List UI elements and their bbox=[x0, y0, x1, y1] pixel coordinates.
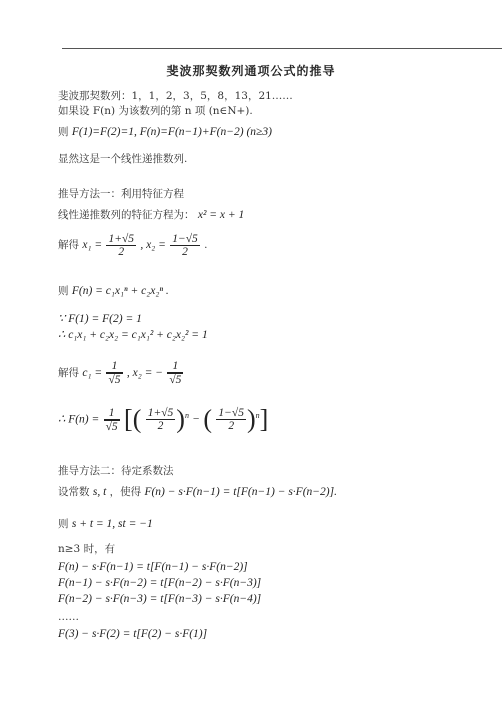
method2-setup bbox=[58, 485, 337, 499]
roots-period: . bbox=[204, 239, 208, 251]
final-coefficient bbox=[104, 407, 120, 433]
recurrence-prefix: 则 bbox=[58, 126, 69, 138]
c2-numerator: 1 bbox=[167, 360, 183, 373]
general-prefix: 则 bbox=[58, 285, 69, 297]
x1-numerator: 1+√5 bbox=[108, 232, 135, 245]
coefficients-line bbox=[58, 358, 184, 388]
recurrence-eq-last: F(3) − s·F(2) = t[F(2) − s·F(1)] bbox=[58, 628, 208, 640]
initial-condition: ∵ F(1) = F(2) = 1 bbox=[58, 313, 142, 325]
final-term-a bbox=[146, 407, 176, 432]
char-equation-text: 线性递推数列的特征方程为： bbox=[58, 209, 195, 221]
final-term-b bbox=[216, 407, 246, 432]
method2-heading: 推导方法二：待定系数法 bbox=[58, 465, 174, 477]
setup-text2: ，使得 bbox=[109, 486, 142, 498]
c1-label: c₁ = bbox=[82, 367, 103, 379]
method1-heading: 推导方法一：利用特征方程 bbox=[58, 188, 184, 200]
c2-label: , x₂ = − bbox=[126, 367, 163, 379]
final-a-exponent: n bbox=[184, 411, 189, 420]
x2-numerator: 1−√5 bbox=[172, 232, 198, 245]
c2-fraction bbox=[167, 360, 183, 386]
recurrence-ellipsis: …… bbox=[58, 611, 79, 623]
final-prefix: ∴ F(n) = bbox=[58, 413, 100, 426]
x1-fraction bbox=[106, 233, 136, 258]
c2-denominator: √5 bbox=[169, 374, 182, 386]
then-text: 则 bbox=[58, 518, 69, 530]
final-b-exponent: n bbox=[255, 411, 260, 420]
recurrence-eq-2: F(n−1) − s·F(n−2) = t[F(n−2) − s·F(n−3)] bbox=[58, 577, 262, 589]
intro-recurrence bbox=[58, 125, 272, 139]
intro-note: 显然这是一个线性递推数列. bbox=[58, 153, 188, 165]
method2-then bbox=[58, 517, 153, 531]
x1-label: x₁ = bbox=[82, 239, 103, 251]
char-equation-line bbox=[58, 208, 244, 222]
general-solution-line bbox=[58, 284, 169, 298]
intro-definition: 如果设 F(n) 为该数列的第 n 项 (n∈N+). bbox=[58, 105, 253, 117]
x1-denominator: 2 bbox=[118, 245, 125, 258]
recurrence-eq-3: F(n−2) − s·F(n−3) = t[F(n−3) − s·F(n−4)] bbox=[58, 593, 262, 605]
solve2-text: 解得 bbox=[58, 367, 79, 379]
then-equation: s + t = 1, st = −1 bbox=[71, 518, 153, 530]
solve-text: 解得 bbox=[58, 239, 79, 251]
roots-line bbox=[58, 230, 207, 260]
final-b-numerator: 1−√5 bbox=[218, 407, 244, 419]
header-rule bbox=[62, 48, 502, 49]
c1-fraction bbox=[106, 360, 122, 386]
intro-sequence: 斐波那契数列：1，1，2，3，5，8，13，21…… bbox=[58, 90, 293, 102]
recurrence-eq-1: F(n) − s·F(n−1) = t[F(n−1) − s·F(n−2)] bbox=[58, 561, 248, 573]
char-equation: x² = x + 1 bbox=[197, 209, 245, 221]
general-solution: F(n) = c₁x₁ⁿ + c₂x₂ⁿ . bbox=[71, 285, 169, 297]
setup-text1: 设常数 bbox=[58, 486, 90, 498]
final-a-numerator: 1+√5 bbox=[147, 407, 174, 419]
coefficient-system: ∴ c₁x₁ + c₂x₂ = c₁x₁² + c₂x₂² = 1 bbox=[58, 329, 208, 341]
x2-label: , x₂ = bbox=[140, 239, 166, 251]
final-a-denominator: 2 bbox=[157, 420, 164, 432]
c1-denominator: √5 bbox=[108, 374, 121, 386]
document-title: 斐波那契数列通项公式的推导 bbox=[166, 64, 336, 78]
setup-vars: s, t bbox=[92, 486, 107, 498]
method2-condition: n≥3 时，有 bbox=[58, 543, 116, 555]
final-coef-denominator: √5 bbox=[105, 420, 118, 433]
final-formula-line: ∴ F(n) = $\frac{1}{√5}$ [( $\frac{1+√5}{2}$ )$^n$ − ( $\frac{1-√5}{2}$ )$^n$] bbox=[58, 404, 269, 434]
c1-numerator: 1 bbox=[106, 360, 122, 373]
recurrence-formula: F(1)=F(2)=1, F(n)=F(n−1)+F(n−2) (n≥3) bbox=[71, 126, 272, 138]
final-b-denominator: 2 bbox=[228, 420, 235, 432]
x2-fraction bbox=[170, 233, 200, 258]
x2-denominator: 2 bbox=[182, 245, 188, 258]
setup-equation: F(n) − s·F(n−1) = t[F(n−1) − s·F(n−2)]. bbox=[144, 486, 337, 498]
final-coef-numerator: 1 bbox=[104, 407, 120, 420]
